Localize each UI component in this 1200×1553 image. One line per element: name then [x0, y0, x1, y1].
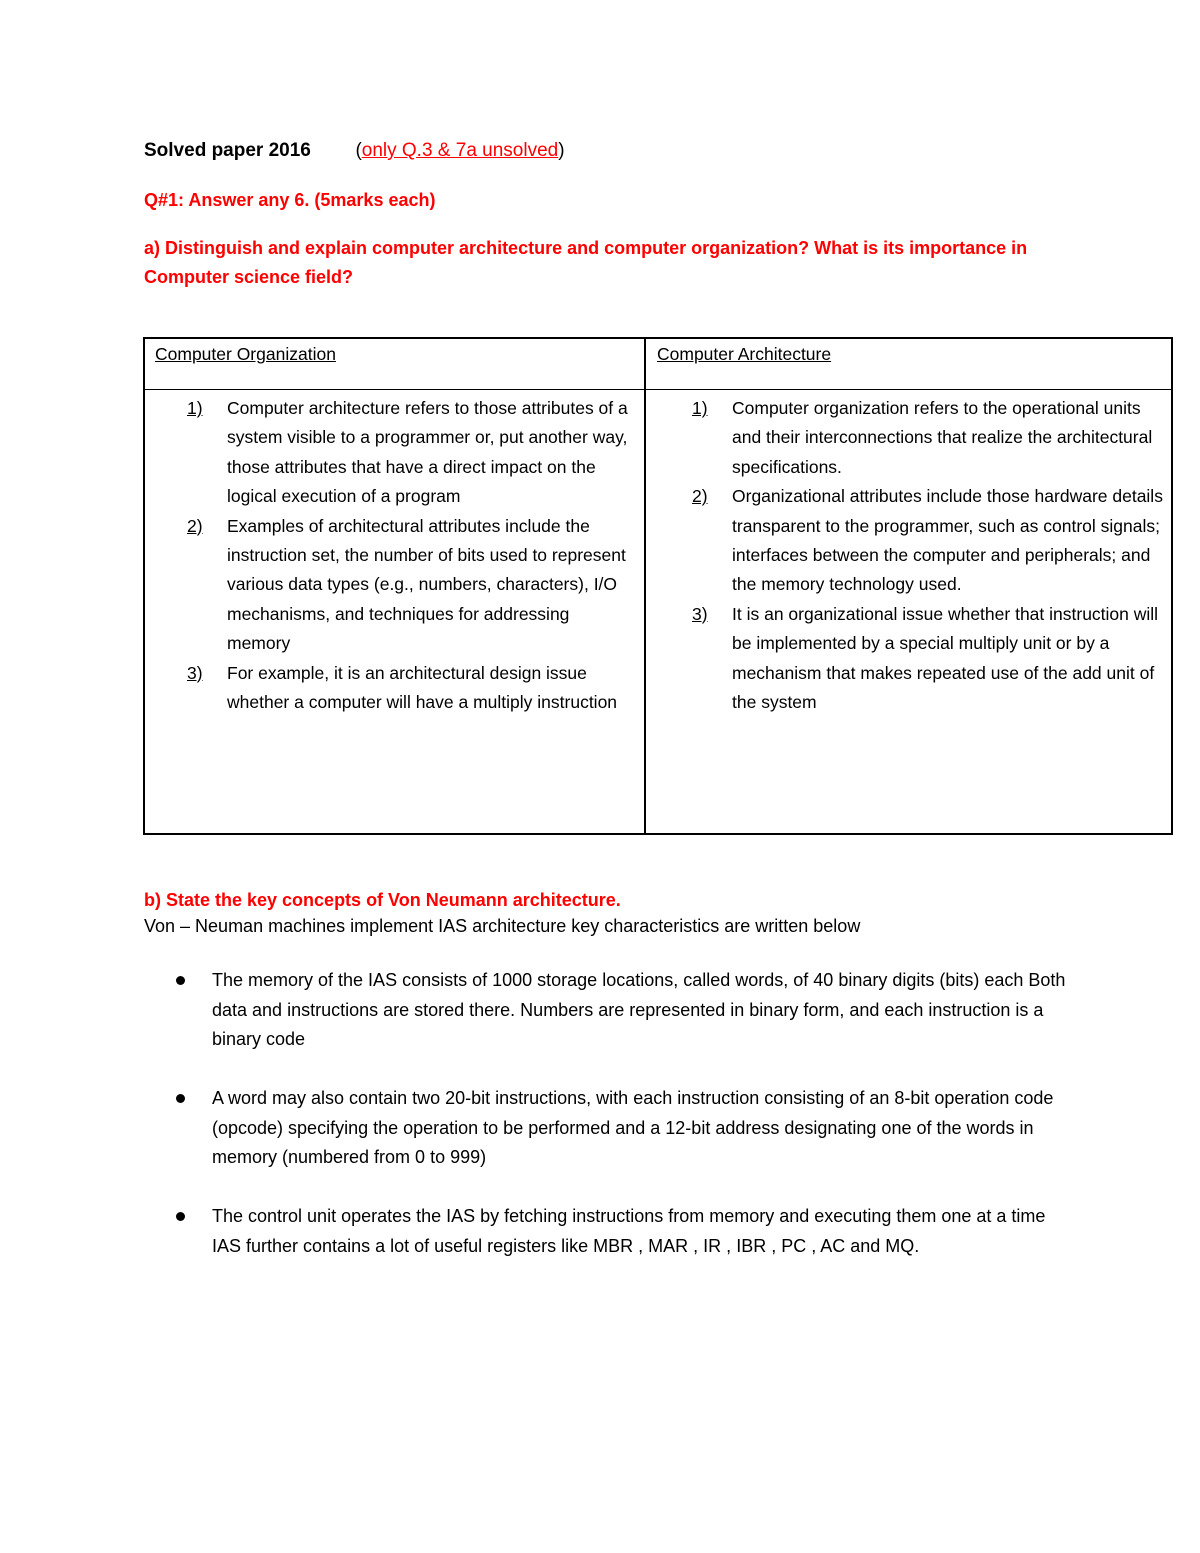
note-open: ( — [355, 140, 362, 161]
list-item-text: Organizational attributes include those hardware details transparent to the programmer, such as control signals; interfaces between the computer and peripherals; and the memory technology used. — [732, 486, 1163, 595]
bullet-icon — [176, 976, 185, 985]
question-b: b) State the key concepts of Von Neumann architecture. — [144, 890, 621, 910]
page-title: Solved paper 2016 — [144, 140, 311, 161]
list-item — [172, 966, 1072, 1055]
table-header-organization: Computer Organization — [155, 344, 336, 364]
list-item — [692, 394, 1172, 482]
list-item — [187, 512, 635, 659]
bullet-text: A word may also contain two 20-bit instructions, with each instruction consisting of an 8-bit operation code (opcode) specifying the operation to be performed and a 12-bit address designating one of the words in memory (numbered from 0 to 999) — [212, 1088, 1054, 1167]
bullet-text: The control unit operates the IAS by fetching instructions from memory and executing them one at a time — [212, 1206, 1046, 1226]
comparison-table — [143, 337, 1173, 835]
table-column-right — [692, 394, 1172, 717]
list-item-number: 1) — [692, 398, 708, 418]
list-item-number: 2) — [187, 515, 203, 536]
bullet-icon — [176, 1094, 185, 1103]
table-header-architecture: Computer Architecture — [657, 344, 832, 364]
list-item-text: Computer architecture refers to those attributes of a system visible to a programmer or, put another way, those attributes that have a direct impact on the logical execution of a program — [227, 398, 628, 507]
question-a: a) Distinguish and explain computer architecture and computer organization? What is its importance in Computer science field? — [144, 238, 1028, 287]
bullet-icon — [176, 1212, 185, 1221]
list-item — [692, 482, 1172, 600]
list-item-text: Computer organization refers to the operational units and their interconnections that realize the architectural specifications. — [732, 398, 1153, 477]
list-item-text: It is an organizational issue whether that instruction will be implemented by a special multiply unit or by a mechanism that makes repeated use of the add unit of the system — [732, 603, 1159, 713]
registers-line: IAS further contains a lot of useful registers like MBR , MAR , IR , IBR , PC , AC and MQ. — [212, 1235, 920, 1256]
list-item-number: 2) — [692, 486, 708, 507]
list-item-number: 1) — [187, 398, 203, 418]
table-header-divider — [145, 389, 1171, 390]
question-b-intro: Von – Neuman machines implement IAS architecture key characteristics are written below — [144, 916, 861, 936]
list-item — [187, 394, 635, 512]
list-item — [692, 600, 1172, 718]
table-column-left — [187, 394, 635, 717]
bullet-text: The memory of the IAS consists of 1000 storage locations, called words, of 40 binary digits (bits) each Both data and instructions are stored there. Numbers are represented in binary form, and each instruction is a binary code — [212, 970, 1066, 1049]
table-column-divider — [644, 339, 646, 833]
list-item-number: 3) — [692, 603, 708, 624]
note-close: ) — [558, 140, 565, 161]
page-title-row — [144, 140, 565, 162]
question-1-heading: Q#1: Answer any 6. (5marks each) — [144, 190, 436, 210]
list-item — [172, 1084, 1072, 1173]
list-item — [187, 659, 635, 718]
list-item — [172, 1202, 1072, 1261]
key-concepts-list — [172, 966, 1072, 1261]
list-item-text: Examples of architectural attributes include the instruction set, the number of bits used to represent various data types (e.g., numbers, characters), I/O mechanisms, and techniques for addressing memory — [227, 515, 626, 654]
list-item-number: 3) — [187, 662, 203, 683]
unsolved-note: only Q.3 & 7a unsolved — [361, 140, 559, 161]
list-item-text: For example, it is an architectural design issue whether a computer will have a multiply instruction — [227, 662, 618, 713]
